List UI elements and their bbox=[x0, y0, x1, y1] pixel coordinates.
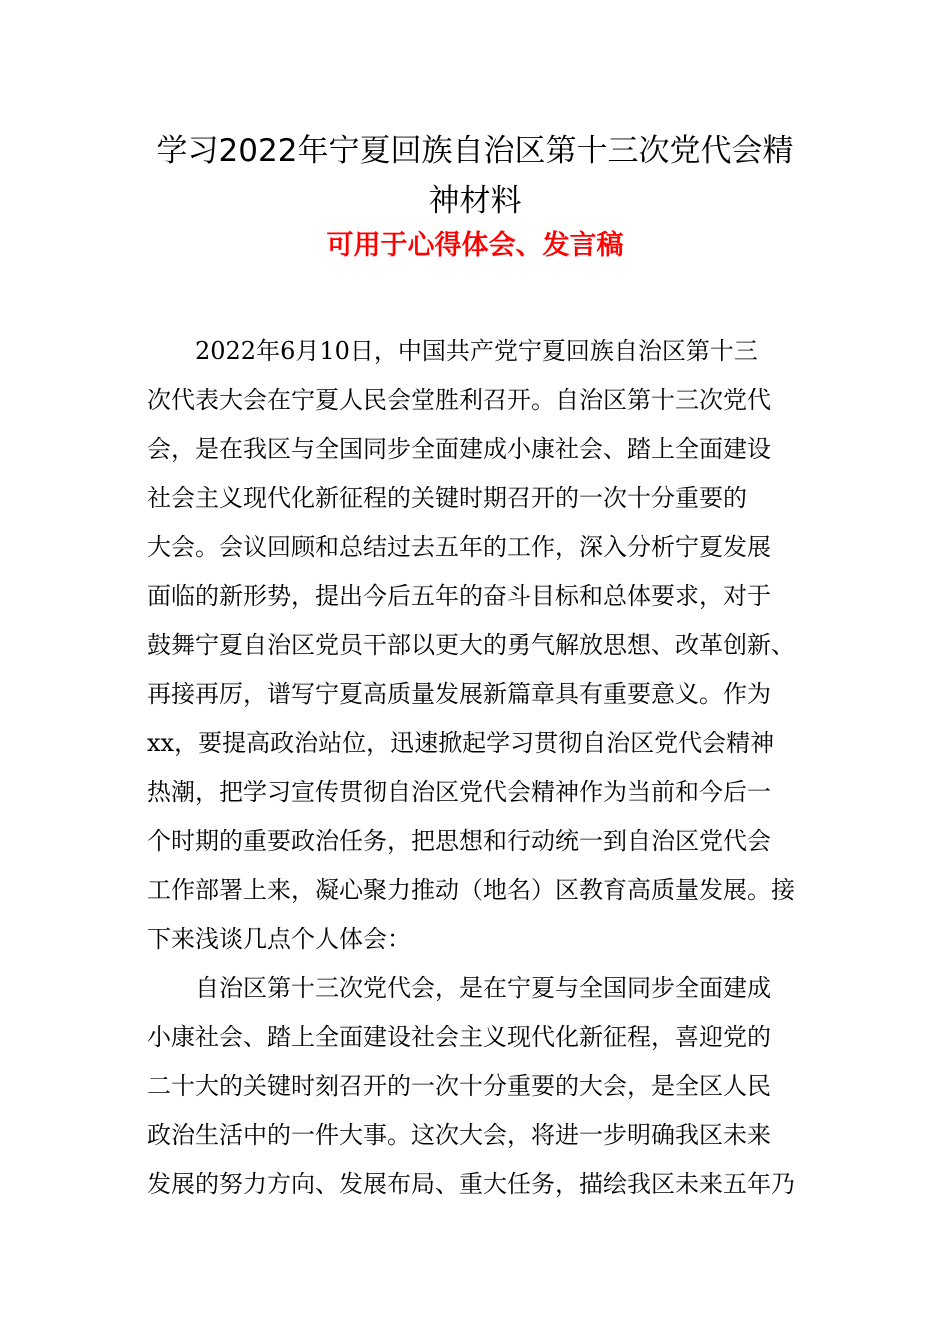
body-text-line: 小康社会、踏上全面建设社会主义现代化新征程，喜迎党的 bbox=[147, 1023, 771, 1051]
body-text-line: 工作部署上来，凝心聚力推动（地名）区教育高质量发展。接 bbox=[147, 876, 795, 904]
body-text-line: 下来浅谈几点个人体会： bbox=[147, 925, 411, 953]
body-text-line: 发展的努力方向、发展布局、重大任务，描绘我区未来五年乃 bbox=[147, 1170, 795, 1198]
body-text-line: 社会主义现代化新征程的关键时期召开的一次十分重要的 bbox=[147, 484, 747, 512]
body-text-line: 鼓舞宁夏自治区党员干部以更大的勇气解放思想、改革创新、 bbox=[147, 631, 795, 659]
body-text-line: 个时期的重要政治任务，把思想和行动统一到自治区党代会 bbox=[147, 827, 771, 855]
body-text-line: 自治区第十三次党代会，是在宁夏与全国同步全面建成 bbox=[147, 974, 771, 1002]
document-subtitle: 可用于心得体会、发言稿 bbox=[326, 230, 624, 261]
body-text-line: xx，要提高政治站位，迅速掀起学习贯彻自治区党代会精神 bbox=[147, 729, 775, 757]
document-title-line-1: 学习2022年宁夏回族自治区第十三次党代会精 bbox=[156, 133, 794, 169]
body-text-line: 会，是在我区与全国同步全面建成小康社会、踏上全面建设 bbox=[147, 435, 771, 463]
body-text-line: 再接再厉，谱写宁夏高质量发展新篇章具有重要意义。作为 bbox=[147, 680, 771, 708]
body-text-line: 次代表大会在宁夏人民会堂胜利召开。自治区第十三次党代 bbox=[147, 386, 771, 414]
body-text-line: 热潮，把学习宣传贯彻自治区党代会精神作为当前和今后一 bbox=[147, 778, 771, 806]
body-text-line: 大会。会议回顾和总结过去五年的工作，深入分析宁夏发展 bbox=[147, 533, 771, 561]
body-text-line: 面临的新形势，提出今后五年的奋斗目标和总体要求，对于 bbox=[147, 582, 771, 610]
body-text-line: 2022年6月10日，中国共产党宁夏回族自治区第十三 bbox=[147, 337, 758, 365]
body-text-line: 二十大的关键时刻召开的一次十分重要的大会，是全区人民 bbox=[147, 1072, 771, 1100]
body-text-line: 政治生活中的一件大事。这次大会，将进一步明确我区未来 bbox=[147, 1121, 771, 1149]
document-title-line-2: 神材料 bbox=[428, 183, 522, 219]
